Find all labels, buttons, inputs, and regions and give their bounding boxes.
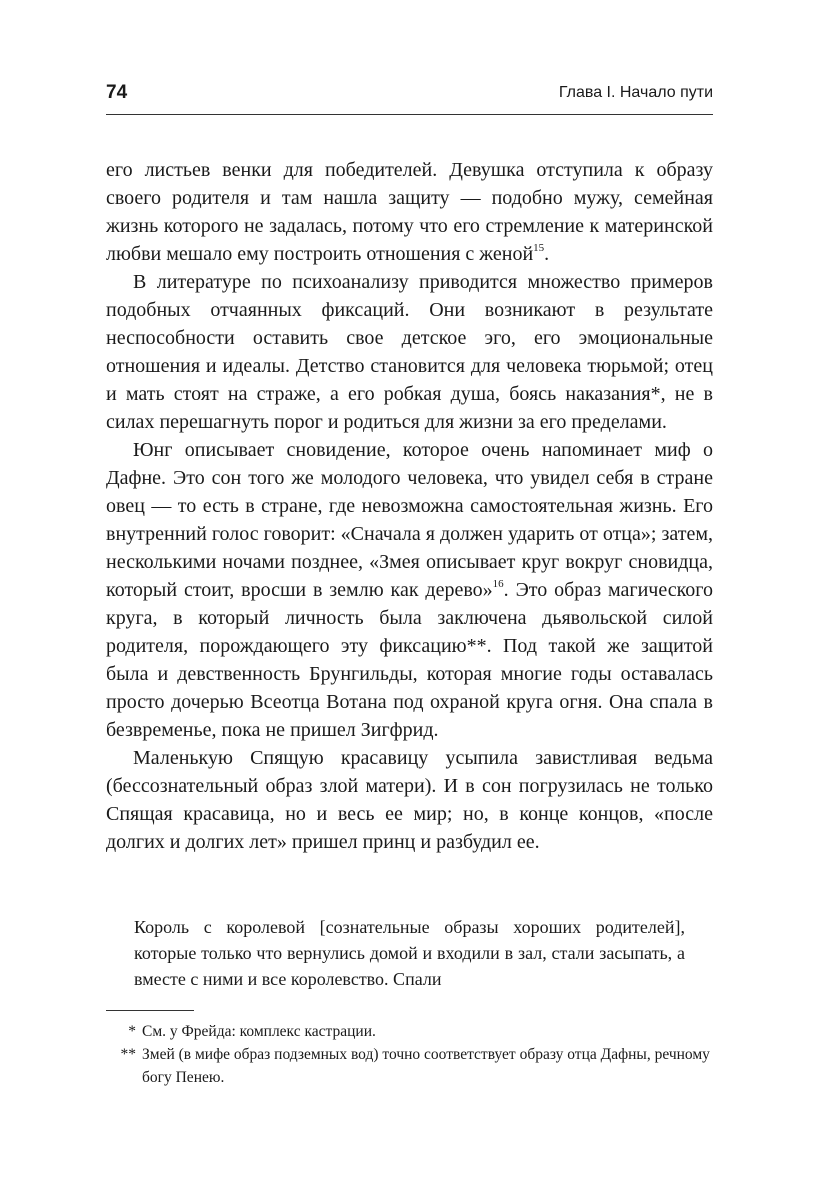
quote-text: Король с королевой [сознательные образы хороших родителей], которые только что вернулись домой и входили в зал, стали засыпать, а вместе с ними и все королевство. Спали — [134, 917, 685, 989]
endnote-ref-15: 15 — [533, 242, 545, 255]
paragraph-3-text-before: Юнг описывает сновидение, которое очень напоминает миф о Дафне. Это сон того же молодого человека, что увидел себя в стране овец — то есть в стране, где невозможна самостоятельная жизнь. Его внутренний голос говорит: «Сначала я должен ударить от отца»; затем, несколькими ночами позднее, «Змея описывает круг вокруг сновидца, который стоит, вросши в землю как дерево» — [106, 439, 713, 601]
footnote-1 — [106, 1020, 713, 1043]
paragraph-3 — [106, 436, 713, 744]
footnote-text: См. у Фрейда: комплекс кастрации. — [142, 1023, 376, 1040]
footnote-mark: ** — [120, 1046, 136, 1063]
block-quote — [134, 914, 685, 992]
paragraph-1-end: . — [544, 243, 550, 265]
paragraph-1 — [106, 156, 713, 268]
paragraph-3-text-after: . Это образ магического круга, в который личность была заключена дьявольской силой родителя, порождающего эту фиксацию**. Под такой же защитой была и девственность Брунгильды, которая многие годы оставалась просто дочерью Всеотца Вотана под охраной круга огня. Она спала в безвременье, пока не пришел Зигфрид. — [106, 579, 714, 741]
page-number: 74 — [106, 82, 128, 103]
running-head: Глава I. Начало пути — [558, 84, 713, 101]
main-text — [106, 156, 713, 856]
footnote-text: Змей (в мифе образ подземных вод) точно соответствует образу отца Дафны, речному богу Пенею. — [142, 1046, 710, 1086]
page-header — [106, 80, 713, 115]
paragraph-1-text: его листьев венки для победителей. Девушка отступила к образу своего родителя и там нашла защиту — подобно мужу, семейная жизнь которого не задалась, потому что его стремление к материнской любви мешало ему построить отношения с женой — [106, 159, 713, 265]
footnotes — [106, 1020, 713, 1089]
footnote-2 — [106, 1043, 713, 1089]
footnote-mark: * — [128, 1023, 136, 1040]
paragraph-4: Маленькую Спящую красавицу усыпила завистливая ведьма (бессознательный образ злой матери). И в сон погрузилась не только Спящая красавица, но и весь ее мир; но, в конце концов, «после долгих и долгих лет» пришел принц и разбудил ее. — [106, 747, 713, 853]
footnote-divider — [106, 1010, 194, 1011]
endnote-ref-16: 16 — [492, 578, 504, 591]
paragraph-2: В литературе по психоанализу приводится множество примеров подобных отчаянных фиксаций. Они возникают в результате неспособности оставить свое детское эго, его эмоциональные отношения и идеалы. Детство становится для человека тюрьмой; отец и мать стоят на страже, а его робкая душа, боясь наказания*, не в силах перешагнуть порог и родиться для жизни за его пределами. — [106, 271, 713, 433]
